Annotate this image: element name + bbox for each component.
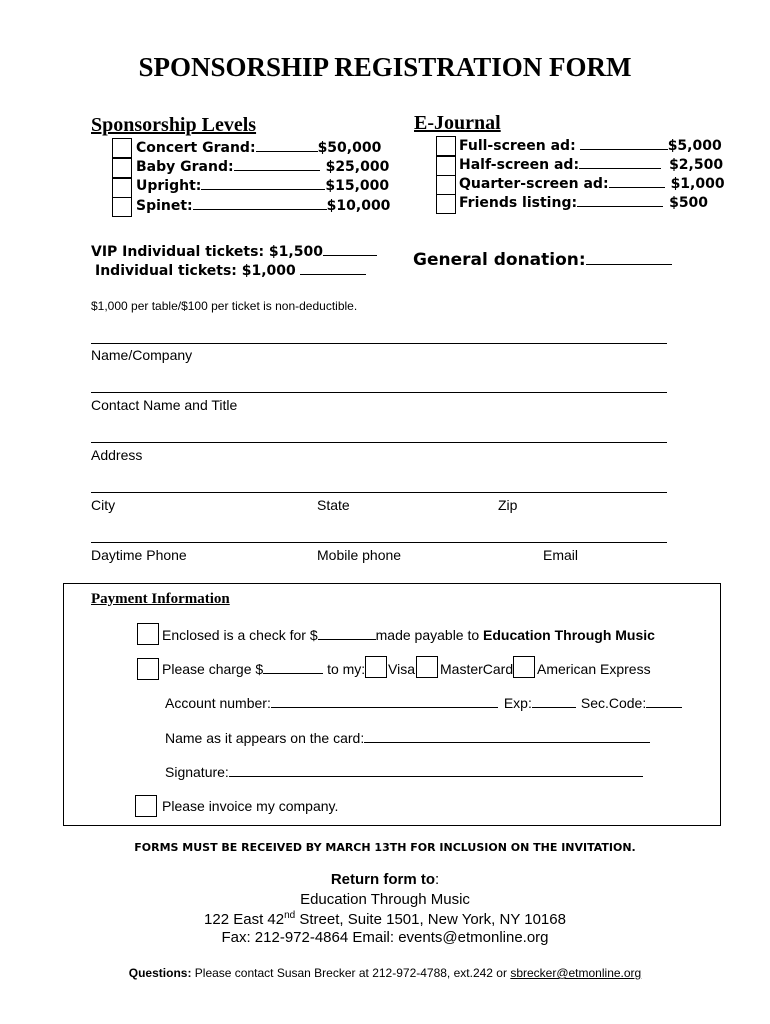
friends-listing-option: Friends listing: $500: [459, 195, 709, 211]
daytime-phone-label: Daytime Phone: [91, 547, 187, 563]
check-checkbox[interactable]: [137, 623, 159, 645]
mastercard-label: MasterCard: [440, 661, 514, 677]
half-screen-ad-option: Half-screen ad: $2,500: [459, 157, 724, 173]
return-fax-email: Fax: 212-972-4864 Email: events@etmonline.org: [221, 929, 549, 946]
upright-option: Upright: $15,000: [136, 178, 390, 194]
sponsorship-levels-heading: Sponsorship Levels: [91, 114, 257, 136]
mobile-phone-label: Mobile phone: [317, 547, 402, 563]
contact-label: Contact Name and Title: [91, 397, 238, 413]
amex-checkbox[interactable]: [513, 656, 535, 678]
friends-listing-checkbox[interactable]: [436, 194, 456, 214]
concert-grand-checkbox[interactable]: [112, 138, 132, 158]
address-line[interactable]: [91, 442, 667, 443]
spinet-checkbox[interactable]: [112, 197, 132, 217]
account-number-field[interactable]: Account number: Exp: Sec.Code:: [165, 695, 682, 711]
individual-tickets: Individual tickets: $1,000: [95, 262, 366, 279]
concert-grand-option: Concert Grand: $50,000: [136, 140, 382, 156]
full-screen-ad-checkbox[interactable]: [436, 136, 456, 156]
invoice-checkbox[interactable]: [135, 795, 157, 817]
amex-label: American Express: [537, 661, 651, 677]
phones-email-line[interactable]: [91, 542, 667, 543]
contact-email-link[interactable]: sbrecker@etmonline.org: [510, 966, 642, 980]
state-label: State: [317, 497, 350, 513]
quarter-screen-ad-option: Quarter-screen ad: $1,000: [459, 176, 725, 192]
half-screen-ad-checkbox[interactable]: [436, 156, 456, 176]
ejournal-heading: E-Journal: [414, 112, 501, 134]
check-option: Enclosed is a check for $ made payable to Education Through Music: [162, 627, 655, 643]
email-label: Email: [543, 547, 579, 563]
payment-heading: Payment Information: [91, 591, 230, 607]
invoice-label: Please invoice my company.: [162, 798, 339, 814]
upright-checkbox[interactable]: [112, 178, 132, 198]
visa-label: Visa: [388, 661, 415, 677]
page-title: SPONSORSHIP REGISTRATION FORM: [138, 52, 632, 82]
visa-checkbox[interactable]: [365, 656, 387, 678]
non-deductible-note: $1,000 per table/$100 per ticket is non-deductible.: [91, 299, 358, 313]
baby-grand-checkbox[interactable]: [112, 158, 132, 178]
city-state-zip-line[interactable]: [91, 492, 667, 493]
baby-grand-option: Baby Grand: $25,000: [136, 159, 390, 175]
city-label: City: [91, 497, 116, 513]
name-on-card-field[interactable]: Name as it appears on the card:: [165, 730, 650, 746]
address-label: Address: [91, 447, 143, 463]
name-company-line[interactable]: [91, 343, 667, 344]
vip-tickets: VIP Individual tickets: $1,500: [91, 243, 377, 260]
questions-line: Questions: Please contact Susan Brecker at 212-972-4788, ext.242 or sbrecker@etmonline.org: [128, 966, 642, 980]
quarter-screen-ad-checkbox[interactable]: [436, 175, 456, 195]
full-screen-ad-option: Full-screen ad: $5,000: [459, 138, 722, 154]
name-company-label: Name/Company: [91, 347, 193, 363]
signature-field[interactable]: Signature:: [165, 764, 643, 780]
return-org: Education Through Music: [300, 891, 470, 908]
return-heading: Return form to:: [330, 871, 440, 888]
charge-checkbox[interactable]: [137, 658, 159, 680]
spinet-option: Spinet: $10,000: [136, 198, 391, 214]
charge-option: Please charge $ to my:: [162, 661, 366, 677]
general-donation: General donation:: [413, 250, 672, 270]
zip-label: Zip: [498, 497, 518, 513]
contact-line[interactable]: [91, 392, 667, 393]
deadline-notice: FORMS MUST BE RECEIVED BY MARCH 13TH FOR INCLUSION ON THE INVITATION.: [134, 841, 636, 854]
return-address: 122 East 42nd Street, Suite 1501, New York, NY 10168: [204, 910, 566, 928]
mastercard-checkbox[interactable]: [416, 656, 438, 678]
